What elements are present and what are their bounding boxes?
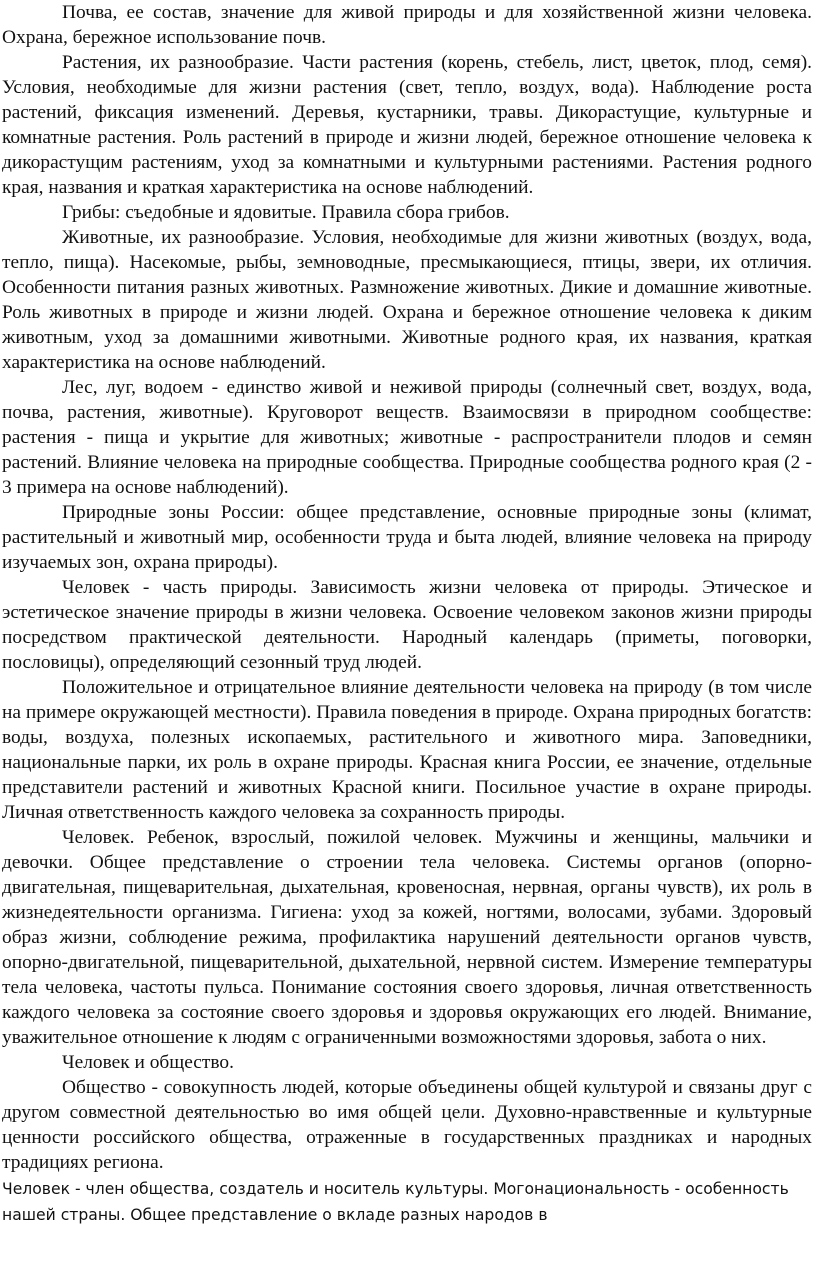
tail-line-1: Человек - член общества, создатель и носитель культуры. Могонациональность - особенность [2, 1180, 789, 1198]
paragraph-natural-zones: Природные зоны России: общее представление, основные природные зоны (климат, растительный и животный мир, особенности труда и быта людей, влияние человека на природу изучаемых зон, охрана природы). [2, 502, 812, 573]
paragraph-plants: Растения, их разнообразие. Части растения (корень, стебель, лист, цветок, плод, семя). Условия, необходимые для жизни растения (свет, тепло, воздух, вода). Наблюдение роста растений, фиксация изменений. Деревья, кустарники, травы. Дикорастущие, культурные и комнатные растения. Роль растений в природе и жизни людей, бережное отношение человека к дикорастущим растениям, уход за комнатными и культурными растениями. Растения родного края, названия и краткая характеристика на основе наблюдений. [2, 52, 812, 198]
paragraph-society: Общество - совокупность людей, которые объединены общей культурой и связаны друг с другом совместной деятельностью во имя общей цели. Духовно-нравственные и культурные ценности российского общества, отраженные в государственных праздниках и народных традициях региона. [2, 1077, 812, 1173]
paragraph-human-society-heading: Человек и общество. [62, 1052, 234, 1073]
paragraph-human-body: Человек. Ребенок, взрослый, пожилой человек. Мужчины и женщины, мальчики и девочки. Общее представление о строении тела человека. Системы органов (опорно-двигательная, пищеварительная, дыхательная, кровеносная, нервная, органы чувств), их роль в жизнедеятельности организма. Гигиена: уход за кожей, ногтями, волосами, зубами. Здоровый образ жизни, соблюдение режима, профилактика нарушений деятельности органов чувств, опорно-двигательной, пищеварительной, дыхательной, нервной систем. Измерение температуры тела человека, частоты пульса. Понимание состояния своего здоровья, личная ответственность каждого человека за состояние своего здоровья и здоровья окружающих его людей. Внимание, уважительное отношение к людям с ограниченными возможностями здоровья, забота о них. [2, 827, 812, 1048]
paragraph-communities: Лес, луг, водоем - единство живой и неживой природы (солнечный свет, воздух, вода, почва, растения, животные). Круговорот веществ. Взаимосвязи в природном сообществе: растения - пища и укрытие для животных; животные - распространители плодов и семян растений. Влияние человека на природные сообщества. Природные сообщества родного края (2 - 3 примера на основе наблюдений). [2, 377, 812, 498]
paragraph-animals: Животные, их разнообразие. Условия, необходимые для жизни животных (воздух, вода, тепло, пища). Насекомые, рыбы, земноводные, пресмыкающиеся, птицы, звери, их отличия. Особенности питания разных животных. Размножение животных. Дикие и домашние животные. Роль животных в природе и жизни людей. Охрана и бережное отношение человека к диким животным, уход за домашними животными. Животные родного края, их названия, краткая характеристика на основе наблюдений. [2, 227, 812, 373]
paragraph-human-impact: Положительное и отрицательное влияние деятельности человека на природу (в том числе на примере окружающей местности). Правила поведения в природе. Охрана природных богатств: воды, воздуха, полезных ископаемых, растительного и животного мира. Заповедники, национальные парки, их роль в охране природы. Красная книга России, ее значение, отдельные представители растений и животных Красной книги. Посильное участие в охране природы. Личная ответственность каждого человека за сохранность природы. [2, 677, 812, 823]
paragraph-human-nature: Человек - часть природы. Зависимость жизни человека от природы. Этическое и эстетическое значение природы в жизни человека. Освоение человеком законов жизни природы посредством практической деятельности. Народный календарь (приметы, поговорки, пословицы), определяющий сезонный труд людей. [2, 577, 812, 673]
tail-line-2: нашей страны. Общее представление о вкладе разных народов в [2, 1205, 548, 1224]
paragraph-mushrooms: Грибы: съедобные и ядовитые. Правила сбора грибов. [62, 202, 510, 223]
paragraph-soil: Почва, ее состав, значение для живой природы и для хозяйственной жизни человека. Охрана, бережное использование почв. [2, 2, 812, 48]
